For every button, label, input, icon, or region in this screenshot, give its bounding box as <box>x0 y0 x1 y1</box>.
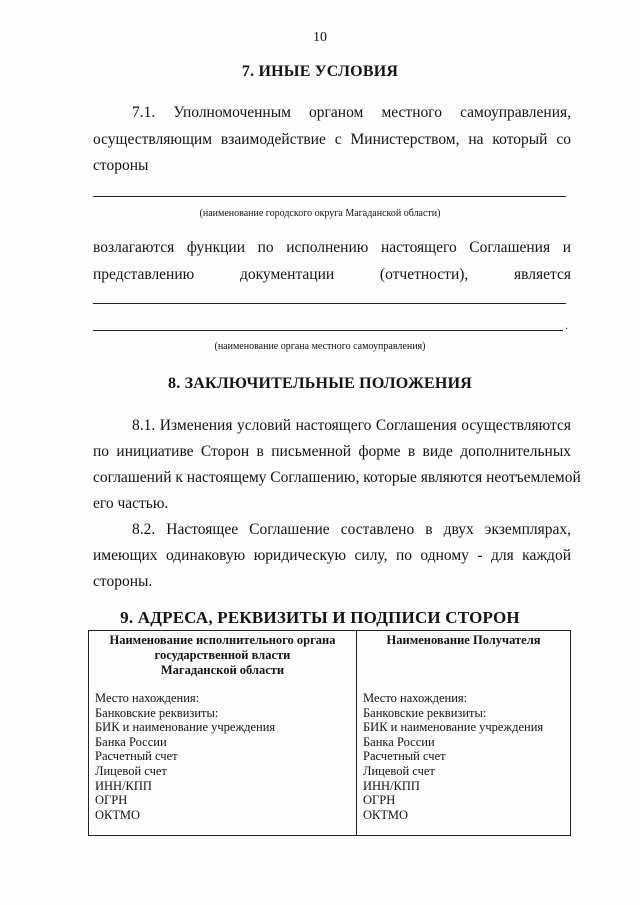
field-label: Банковские реквизиты: <box>95 705 219 720</box>
section-8-line: по инициативе Сторон в письменной форме в виде дополнительных <box>93 443 571 460</box>
field-label: Банка России <box>95 734 167 749</box>
section-7-title: 7. ИНЫЕ УСЛОВИЯ <box>241 63 399 80</box>
right-party-header <box>357 631 571 692</box>
fill-in-line <box>93 196 566 197</box>
section-8-line: стороны. <box>93 573 153 590</box>
field-label: Место нахождения: <box>363 691 468 705</box>
section-8-title: 8. ЗАКЛЮЧИТЕЛЬНЫЕ ПОЛОЖЕНИЯ <box>168 375 472 392</box>
field-label: ИНН/КПП <box>363 778 420 793</box>
right-party-fields <box>357 691 571 836</box>
section-7-line: представлению документации (отчетности), является <box>93 266 571 283</box>
section-7-line: возлагаются функции по исполнению настоящего Соглашения и <box>93 239 571 256</box>
left-party-fields <box>89 691 357 836</box>
field-label: Место нахождения: <box>95 691 200 705</box>
section-8-line: имеющих одинаковую юридическую силу, по одному - для каждой <box>93 547 571 564</box>
left-party-header <box>89 631 357 692</box>
section-7-line: стороны <box>93 157 149 174</box>
section-9-title: 9. АДРЕСА, РЕКВИЗИТЫ И ПОДПИСИ СТОРОН <box>120 608 520 627</box>
fill-in-line <box>93 330 563 331</box>
header-line: Наименование исполнительного органа <box>109 633 336 647</box>
field-label: ОГРН <box>95 793 128 808</box>
fill-in-line <box>93 303 566 304</box>
section-8-line: его частью. <box>93 495 169 512</box>
field-label: Банковские реквизиты: <box>363 705 487 720</box>
field-label: БИК и наименование учреждения <box>363 720 544 735</box>
caption-city-district: (наименование городского округа Магаданской области) <box>199 208 441 219</box>
section-7-line: осуществляющим взаимодействие с Министерством, на который со <box>93 131 571 148</box>
header-line: Наименование Получателя <box>386 633 541 647</box>
field-label: ОГРН <box>363 793 396 808</box>
caption-local-authority: (наименование органа местного самоуправления) <box>214 341 426 352</box>
field-label: ОКТМО <box>363 807 408 822</box>
section-8-line: 8.1. Изменения условий настоящего Соглашения осуществляются <box>132 417 571 434</box>
field-label: БИК и наименование учреждения <box>95 720 276 735</box>
header-line: государственной власти <box>154 648 291 662</box>
requisites-table <box>88 630 571 836</box>
section-8-line: 8.2. Настоящее Соглашение составлено в двух экземплярах, <box>132 521 571 538</box>
page-number: 10 <box>313 30 327 45</box>
field-label: Лицевой счет <box>363 763 435 778</box>
field-label: Лицевой счет <box>95 763 167 778</box>
section-7-line: 7.1. Уполномоченным органом местного самоуправления, <box>132 104 571 121</box>
header-line: Магаданской области <box>160 663 285 677</box>
trailing-period: . <box>565 318 568 332</box>
field-label: ИНН/КПП <box>95 778 152 793</box>
field-label: ОКТМО <box>95 807 140 822</box>
section-8-line: соглашений к настоящему Соглашению, которые являются неотъемлемой <box>93 469 581 486</box>
field-label: Расчетный счет <box>363 749 446 764</box>
field-label: Расчетный счет <box>95 749 178 764</box>
field-label: Банка России <box>363 734 435 749</box>
